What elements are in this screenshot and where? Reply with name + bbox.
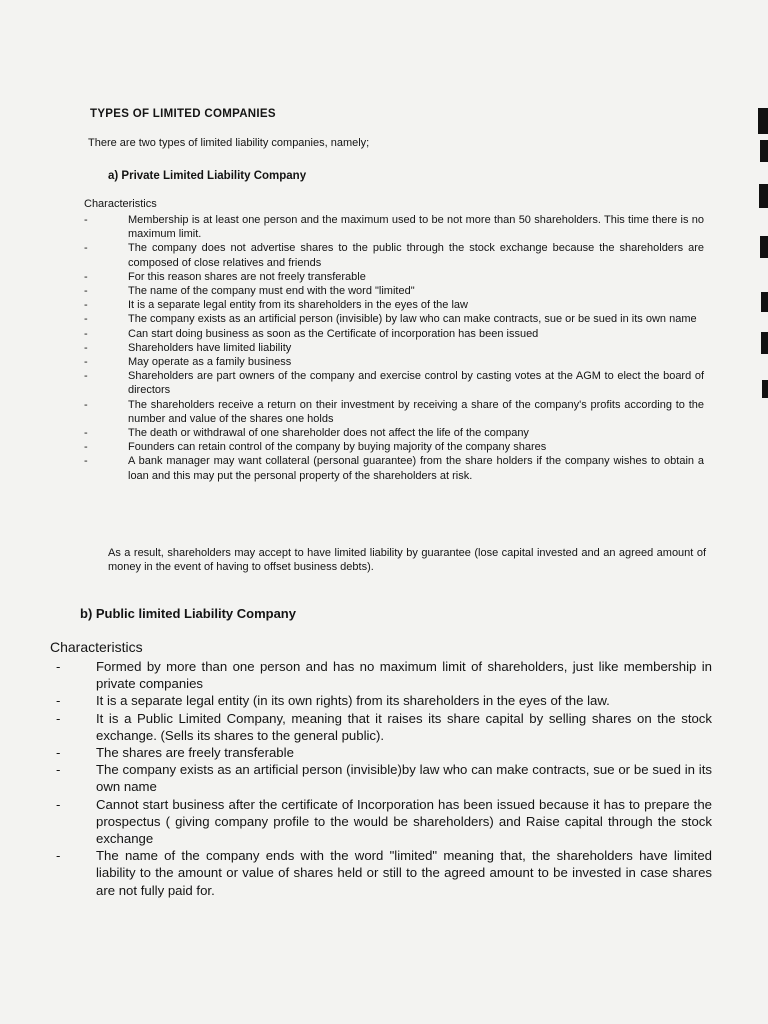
list-item-text: Founders can retain control of the company by buying majority of the company shares xyxy=(128,441,547,454)
list-item-text: The shareholders receive a return on their investment by receiving a share of the company's profits according to the number and value of the shares one holds xyxy=(128,398,704,425)
list-item-text: May operate as a family business xyxy=(128,356,292,369)
bullet-dash: - xyxy=(84,313,88,326)
edge-mark xyxy=(762,380,768,398)
list-item-text: It is a separate legal entity (in its own rights) from its shareholders in the eyes of the law. xyxy=(96,693,610,709)
bullet-dash: - xyxy=(84,270,88,283)
bullet-dash: - xyxy=(56,693,61,709)
bullet-dash: - xyxy=(84,285,88,298)
list-item xyxy=(84,270,704,284)
list-item-text: The name of the company ends with the word "limited" meaning that, the shareholders have limited liability to the amount or value of shares held or still to the agreed amount to be invested in case shares are not fully paid for. xyxy=(96,848,712,898)
public-characteristics-list xyxy=(56,658,712,899)
list-item-text: It is a Public Limited Company, meaning that it raises its share capital by selling shares on the stock exchange. (Sells its shares to the general public). xyxy=(96,710,712,743)
edge-mark xyxy=(758,108,768,134)
list-item-text: A bank manager may want collateral (personal guarantee) from the share holders if the company wishes to obtain a loan and this may put the personal property of the shareholders at risk. xyxy=(128,455,704,482)
bullet-dash: - xyxy=(56,848,61,864)
characteristics-label-public: Characteristics xyxy=(50,639,143,655)
list-item xyxy=(84,454,704,482)
list-item-text: Cannot start business after the certificate of Incorporation has been issued because it has to prepare the prospectus ( giving company profile to the would be shareholders) and Raise capital through the stock exchange xyxy=(96,796,712,847)
bullet-dash: - xyxy=(84,356,88,369)
list-item xyxy=(84,312,704,326)
bullet-dash: - xyxy=(56,710,61,726)
list-item-text: Formed by more than one person and has no maximum limit of shareholders, just like membership in private companies xyxy=(96,659,712,692)
bullet-dash: - xyxy=(84,455,88,468)
list-item-text: The shares are freely transferable xyxy=(96,745,294,761)
list-item xyxy=(56,658,712,692)
list-item xyxy=(84,440,704,454)
list-item-text: Shareholders have limited liability xyxy=(128,341,292,354)
section-heading-private: a) Private Limited Liability Company xyxy=(108,170,307,182)
bullet-dash: - xyxy=(56,762,61,778)
edge-mark xyxy=(760,140,768,162)
edge-mark xyxy=(761,292,768,312)
list-item xyxy=(84,327,704,341)
list-item xyxy=(84,213,704,241)
list-item-text: It is a separate legal entity from its shareholders in the eyes of the law xyxy=(128,299,468,312)
bullet-dash: - xyxy=(84,441,88,454)
bullet-dash: - xyxy=(84,370,88,383)
edge-mark xyxy=(761,332,768,354)
edge-mark xyxy=(760,236,768,258)
list-item xyxy=(84,298,704,312)
bullet-dash: - xyxy=(84,214,88,226)
edge-mark xyxy=(759,184,768,208)
bullet-dash: - xyxy=(56,659,61,674)
page-title: TYPES OF LIMITED COMPANIES xyxy=(90,108,276,120)
section-heading-public: b) Public limited Liability Company xyxy=(80,606,296,621)
list-item xyxy=(84,355,704,369)
characteristics-label-private: Characteristics xyxy=(84,198,157,210)
list-item xyxy=(56,761,712,795)
list-item xyxy=(56,744,712,761)
list-item-text: The death or withdrawal of one shareholder does not affect the life of the company xyxy=(128,427,529,440)
list-item xyxy=(84,284,704,298)
list-item xyxy=(56,692,712,709)
bullet-dash: - xyxy=(56,796,61,812)
bullet-dash: - xyxy=(84,299,88,312)
bullet-dash: - xyxy=(84,398,88,411)
bullet-dash: - xyxy=(84,427,88,440)
list-item xyxy=(84,341,704,355)
bullet-dash: - xyxy=(84,341,88,354)
list-item-text: The company exists as an artificial person (invisible) by law who can make contracts, sue or be sued in its own name xyxy=(128,313,697,326)
list-item xyxy=(84,398,704,426)
bullet-dash: - xyxy=(56,745,61,761)
list-item xyxy=(56,796,712,848)
list-item-text: Membership is at least one person and the maximum used to be not more than 50 shareholders. This time there is no maximum limit. xyxy=(128,214,704,241)
list-item xyxy=(84,369,704,397)
list-item-text: Can start doing business as soon as the Certificate of incorporation has been issued xyxy=(128,327,539,340)
liability-continuation-text: As a result, shareholders may accept to have limited liability by guarantee (lose capital invested and an agreed amount of money in the event of having to offset business debts). xyxy=(108,547,706,574)
list-item xyxy=(84,426,704,440)
list-item-text: For this reason shares are not freely transferable xyxy=(128,270,366,283)
list-item-text: The company does not advertise shares to the public through the stock exchange because the shareholders are composed of close relatives and friends xyxy=(128,242,704,269)
list-item-text: Shareholders are part owners of the company and exercise control by casting votes at the AGM to elect the board of directors xyxy=(128,370,704,397)
list-item xyxy=(84,241,704,269)
intro-text: There are two types of limited liability companies, namely; xyxy=(88,137,370,149)
list-item-text: The company exists as an artificial person (invisible)by law who can make contracts, sue or be sued in its own name xyxy=(96,762,712,795)
bullet-dash: - xyxy=(84,327,88,340)
list-item xyxy=(56,847,712,899)
bullet-dash: - xyxy=(84,242,88,255)
private-characteristics-list xyxy=(84,213,704,483)
list-item xyxy=(56,710,712,744)
list-item-text: The name of the company must end with the word "limited" xyxy=(128,285,415,298)
